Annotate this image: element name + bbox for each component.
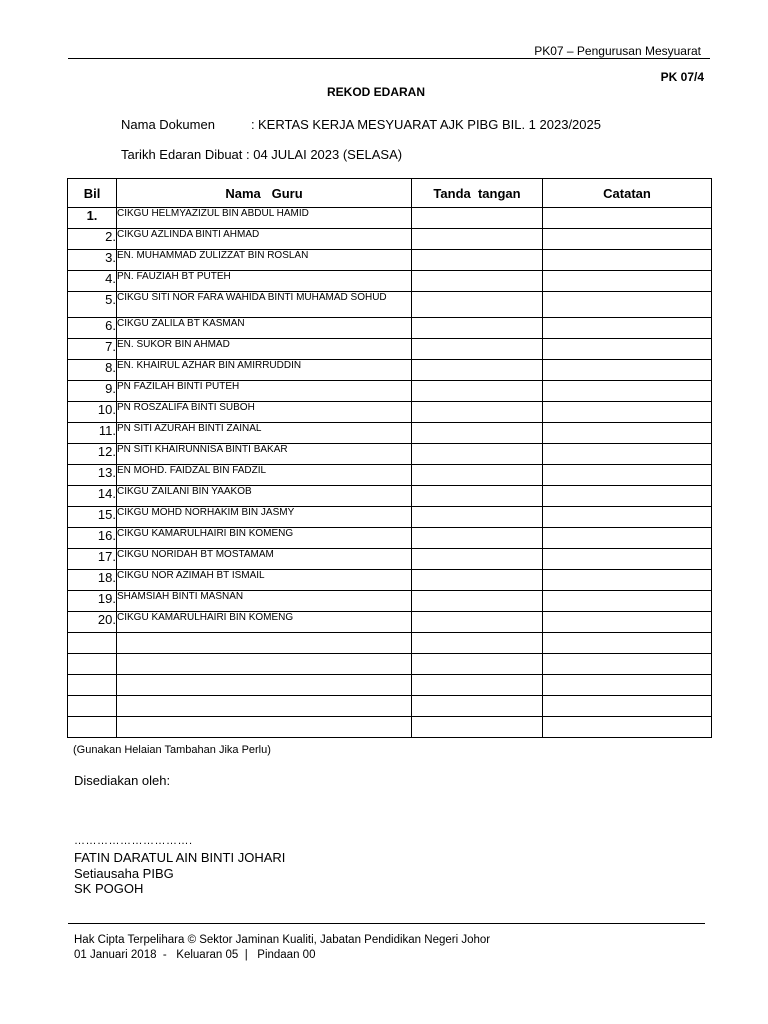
remarks-cell[interactable] (543, 717, 712, 738)
teacher-name: CIKGU HELMYAZIZUL BIN ABDUL HAMID (117, 208, 412, 229)
table-row (68, 465, 712, 486)
table-row (68, 250, 712, 271)
teacher-name: EN. SUKOR BIN AHMAD (117, 339, 412, 360)
teacher-name (117, 717, 412, 738)
page-title: REKOD EDARAN (327, 85, 426, 99)
teacher-name: CIKGU SITI NOR FARA WAHIDA BINTI MUHAMAD SOHUD (117, 292, 412, 318)
row-number: 15. (68, 507, 117, 528)
table-row (68, 507, 712, 528)
table-row (68, 292, 712, 318)
signature-cell[interactable] (412, 549, 543, 570)
row-number: 19. (68, 591, 117, 612)
preparer-name: FATIN DARATUL AIN BINTI JOHARI (74, 850, 286, 865)
remarks-cell[interactable] (543, 633, 712, 654)
row-number: 1. (68, 208, 117, 229)
row-number: 17. (68, 549, 117, 570)
preparer-position: Setiausaha PIBG (74, 866, 174, 881)
column-header-bil: Bil (68, 179, 117, 208)
additional-sheet-note: (Gunakan Helaian Tambahan Jika Perlu) (73, 744, 271, 756)
teacher-name: PN FAZILAH BINTI PUTEH (117, 381, 412, 402)
table-row (68, 402, 712, 423)
remarks-cell[interactable] (543, 423, 712, 444)
table-row (68, 444, 712, 465)
revision-info: 01 Januari 2018 - Keluaran 05 | Pindaan 00 (74, 949, 316, 961)
row-number: 7. (68, 339, 117, 360)
remarks-cell[interactable] (543, 507, 712, 528)
teacher-name: SHAMSIAH BINTI MASNAN (117, 591, 412, 612)
signature-cell[interactable] (412, 423, 543, 444)
signature-cell[interactable] (412, 339, 543, 360)
remarks-cell[interactable] (543, 549, 712, 570)
row-number: 8. (68, 360, 117, 381)
empty-table-row (68, 675, 712, 696)
row-number (68, 675, 117, 696)
remarks-cell[interactable] (543, 229, 712, 250)
teacher-name: PN SITI KHAIRUNNISA BINTI BAKAR (117, 444, 412, 465)
teacher-name: PN ROSZALIFA BINTI SUBOH (117, 402, 412, 423)
remarks-cell[interactable] (543, 402, 712, 423)
signature-cell[interactable] (412, 591, 543, 612)
document-name-value: KERTAS KERJA MESYUARAT AJK PIBG BIL. 1 2023/2025 (258, 117, 601, 132)
circulation-date: Tarikh Edaran Dibuat : 04 JULAI 2023 (SELASA) (121, 147, 403, 162)
teacher-name: CIKGU ZAILANI BIN YAAKOB (117, 486, 412, 507)
signature-cell[interactable] (412, 250, 543, 271)
copyright-text: Hak Cipta Terpelihara © Sektor Jaminan Kualiti, Jabatan Pendidikan Negeri Johor (74, 934, 491, 946)
table-row (68, 360, 712, 381)
document-name-label: Nama Dokumen : (121, 117, 255, 132)
remarks-cell[interactable] (543, 444, 712, 465)
teacher-name: EN. MUHAMMAD ZULIZZAT BIN ROSLAN (117, 250, 412, 271)
signature-cell[interactable] (412, 717, 543, 738)
row-number: 14. (68, 486, 117, 507)
signature-cell[interactable] (412, 318, 543, 339)
signature-line: …………………………. (74, 835, 193, 847)
table-row (68, 229, 712, 250)
table-row (68, 591, 712, 612)
form-code: PK 07/4 (660, 70, 704, 84)
row-number: 12. (68, 444, 117, 465)
remarks-cell[interactable] (543, 339, 712, 360)
empty-table-row (68, 654, 712, 675)
row-number: 6. (68, 318, 117, 339)
teacher-name: CIKGU KAMARULHAIRI BIN KOMENG (117, 612, 412, 633)
signature-cell[interactable] (412, 507, 543, 528)
table-row (68, 339, 712, 360)
row-number: 9. (68, 381, 117, 402)
row-number (68, 717, 117, 738)
row-number: 18. (68, 570, 117, 591)
teacher-name: EN MOHD. FAIDZAL BIN FADZIL (117, 465, 412, 486)
table-row (68, 208, 712, 229)
column-header-tandatangan: Tanda tangan (412, 179, 543, 208)
row-number (68, 633, 117, 654)
row-number: 13. (68, 465, 117, 486)
remarks-cell[interactable] (543, 250, 712, 271)
remarks-cell[interactable] (543, 612, 712, 633)
row-number: 5. (68, 292, 117, 318)
table-row (68, 423, 712, 444)
signature-cell[interactable] (412, 612, 543, 633)
remarks-cell[interactable] (543, 591, 712, 612)
table-row (68, 528, 712, 549)
signature-cell[interactable] (412, 229, 543, 250)
footer-divider (68, 923, 705, 924)
prepared-by-label: Disediakan oleh: (74, 773, 171, 788)
preparer-school: SK POGOH (74, 881, 144, 896)
table-row (68, 271, 712, 292)
teacher-name: EN. KHAIRUL AZHAR BIN AMIRRUDDIN (117, 360, 412, 381)
remarks-cell[interactable] (543, 486, 712, 507)
signature-cell[interactable] (412, 486, 543, 507)
row-number: 10. (68, 402, 117, 423)
remarks-cell[interactable] (543, 271, 712, 292)
signature-cell[interactable] (412, 381, 543, 402)
signature-cell[interactable] (412, 570, 543, 591)
circulation-table (67, 178, 712, 738)
document-reference: PK07 – Pengurusan Mesyuarat (534, 44, 701, 58)
empty-table-row (68, 633, 712, 654)
remarks-cell[interactable] (543, 318, 712, 339)
row-number: 11. (68, 423, 117, 444)
signature-cell[interactable] (412, 696, 543, 717)
teacher-name: CIKGU KAMARULHAIRI BIN KOMENG (117, 528, 412, 549)
row-number: 4. (68, 271, 117, 292)
row-number: 20. (68, 612, 117, 633)
column-header-nama: Nama Guru (117, 179, 412, 208)
remarks-cell[interactable] (543, 654, 712, 675)
teacher-name: PN SITI AZURAH BINTI ZAINAL (117, 423, 412, 444)
remarks-cell[interactable] (543, 570, 712, 591)
remarks-cell[interactable] (543, 360, 712, 381)
header-divider (68, 58, 710, 59)
signature-cell[interactable] (412, 208, 543, 229)
signature-cell[interactable] (412, 465, 543, 486)
remarks-cell[interactable] (543, 292, 712, 318)
signature-cell[interactable] (412, 360, 543, 381)
teacher-name (117, 654, 412, 675)
remarks-cell[interactable] (543, 696, 712, 717)
teacher-name (117, 675, 412, 696)
row-number: 16. (68, 528, 117, 549)
teacher-name (117, 633, 412, 654)
row-number (68, 654, 117, 675)
signature-cell[interactable] (412, 654, 543, 675)
document-name-line (121, 117, 601, 132)
remarks-cell[interactable] (543, 465, 712, 486)
teacher-name: CIKGU ZALILA BT KASMAN (117, 318, 412, 339)
table-row (68, 549, 712, 570)
signature-cell[interactable] (412, 271, 543, 292)
row-number: 2. (68, 229, 117, 250)
signature-cell[interactable] (412, 444, 543, 465)
signature-cell[interactable] (412, 402, 543, 423)
teacher-name: CIKGU NOR AZIMAH BT ISMAIL (117, 570, 412, 591)
teacher-name: CIKGU MOHD NORHAKIM BIN JASMY (117, 507, 412, 528)
signature-cell[interactable] (412, 633, 543, 654)
remarks-cell[interactable] (543, 675, 712, 696)
table-row (68, 486, 712, 507)
teacher-name: CIKGU NORIDAH BT MOSTAMAM (117, 549, 412, 570)
row-number (68, 696, 117, 717)
teacher-name (117, 696, 412, 717)
table-row (68, 318, 712, 339)
table-row (68, 570, 712, 591)
remarks-cell[interactable] (543, 381, 712, 402)
column-header-catatan: Catatan (543, 179, 712, 208)
table-row (68, 381, 712, 402)
teacher-name: CIKGU AZLINDA BINTI AHMAD (117, 229, 412, 250)
table-row (68, 612, 712, 633)
remarks-cell[interactable] (543, 528, 712, 549)
signature-cell[interactable] (412, 528, 543, 549)
empty-table-row (68, 717, 712, 738)
empty-table-row (68, 696, 712, 717)
signature-cell[interactable] (412, 675, 543, 696)
remarks-cell[interactable] (543, 208, 712, 229)
teacher-name: PN. FAUZIAH BT PUTEH (117, 271, 412, 292)
row-number: 3. (68, 250, 117, 271)
table-header-row (68, 179, 712, 208)
signature-cell[interactable] (412, 292, 543, 318)
